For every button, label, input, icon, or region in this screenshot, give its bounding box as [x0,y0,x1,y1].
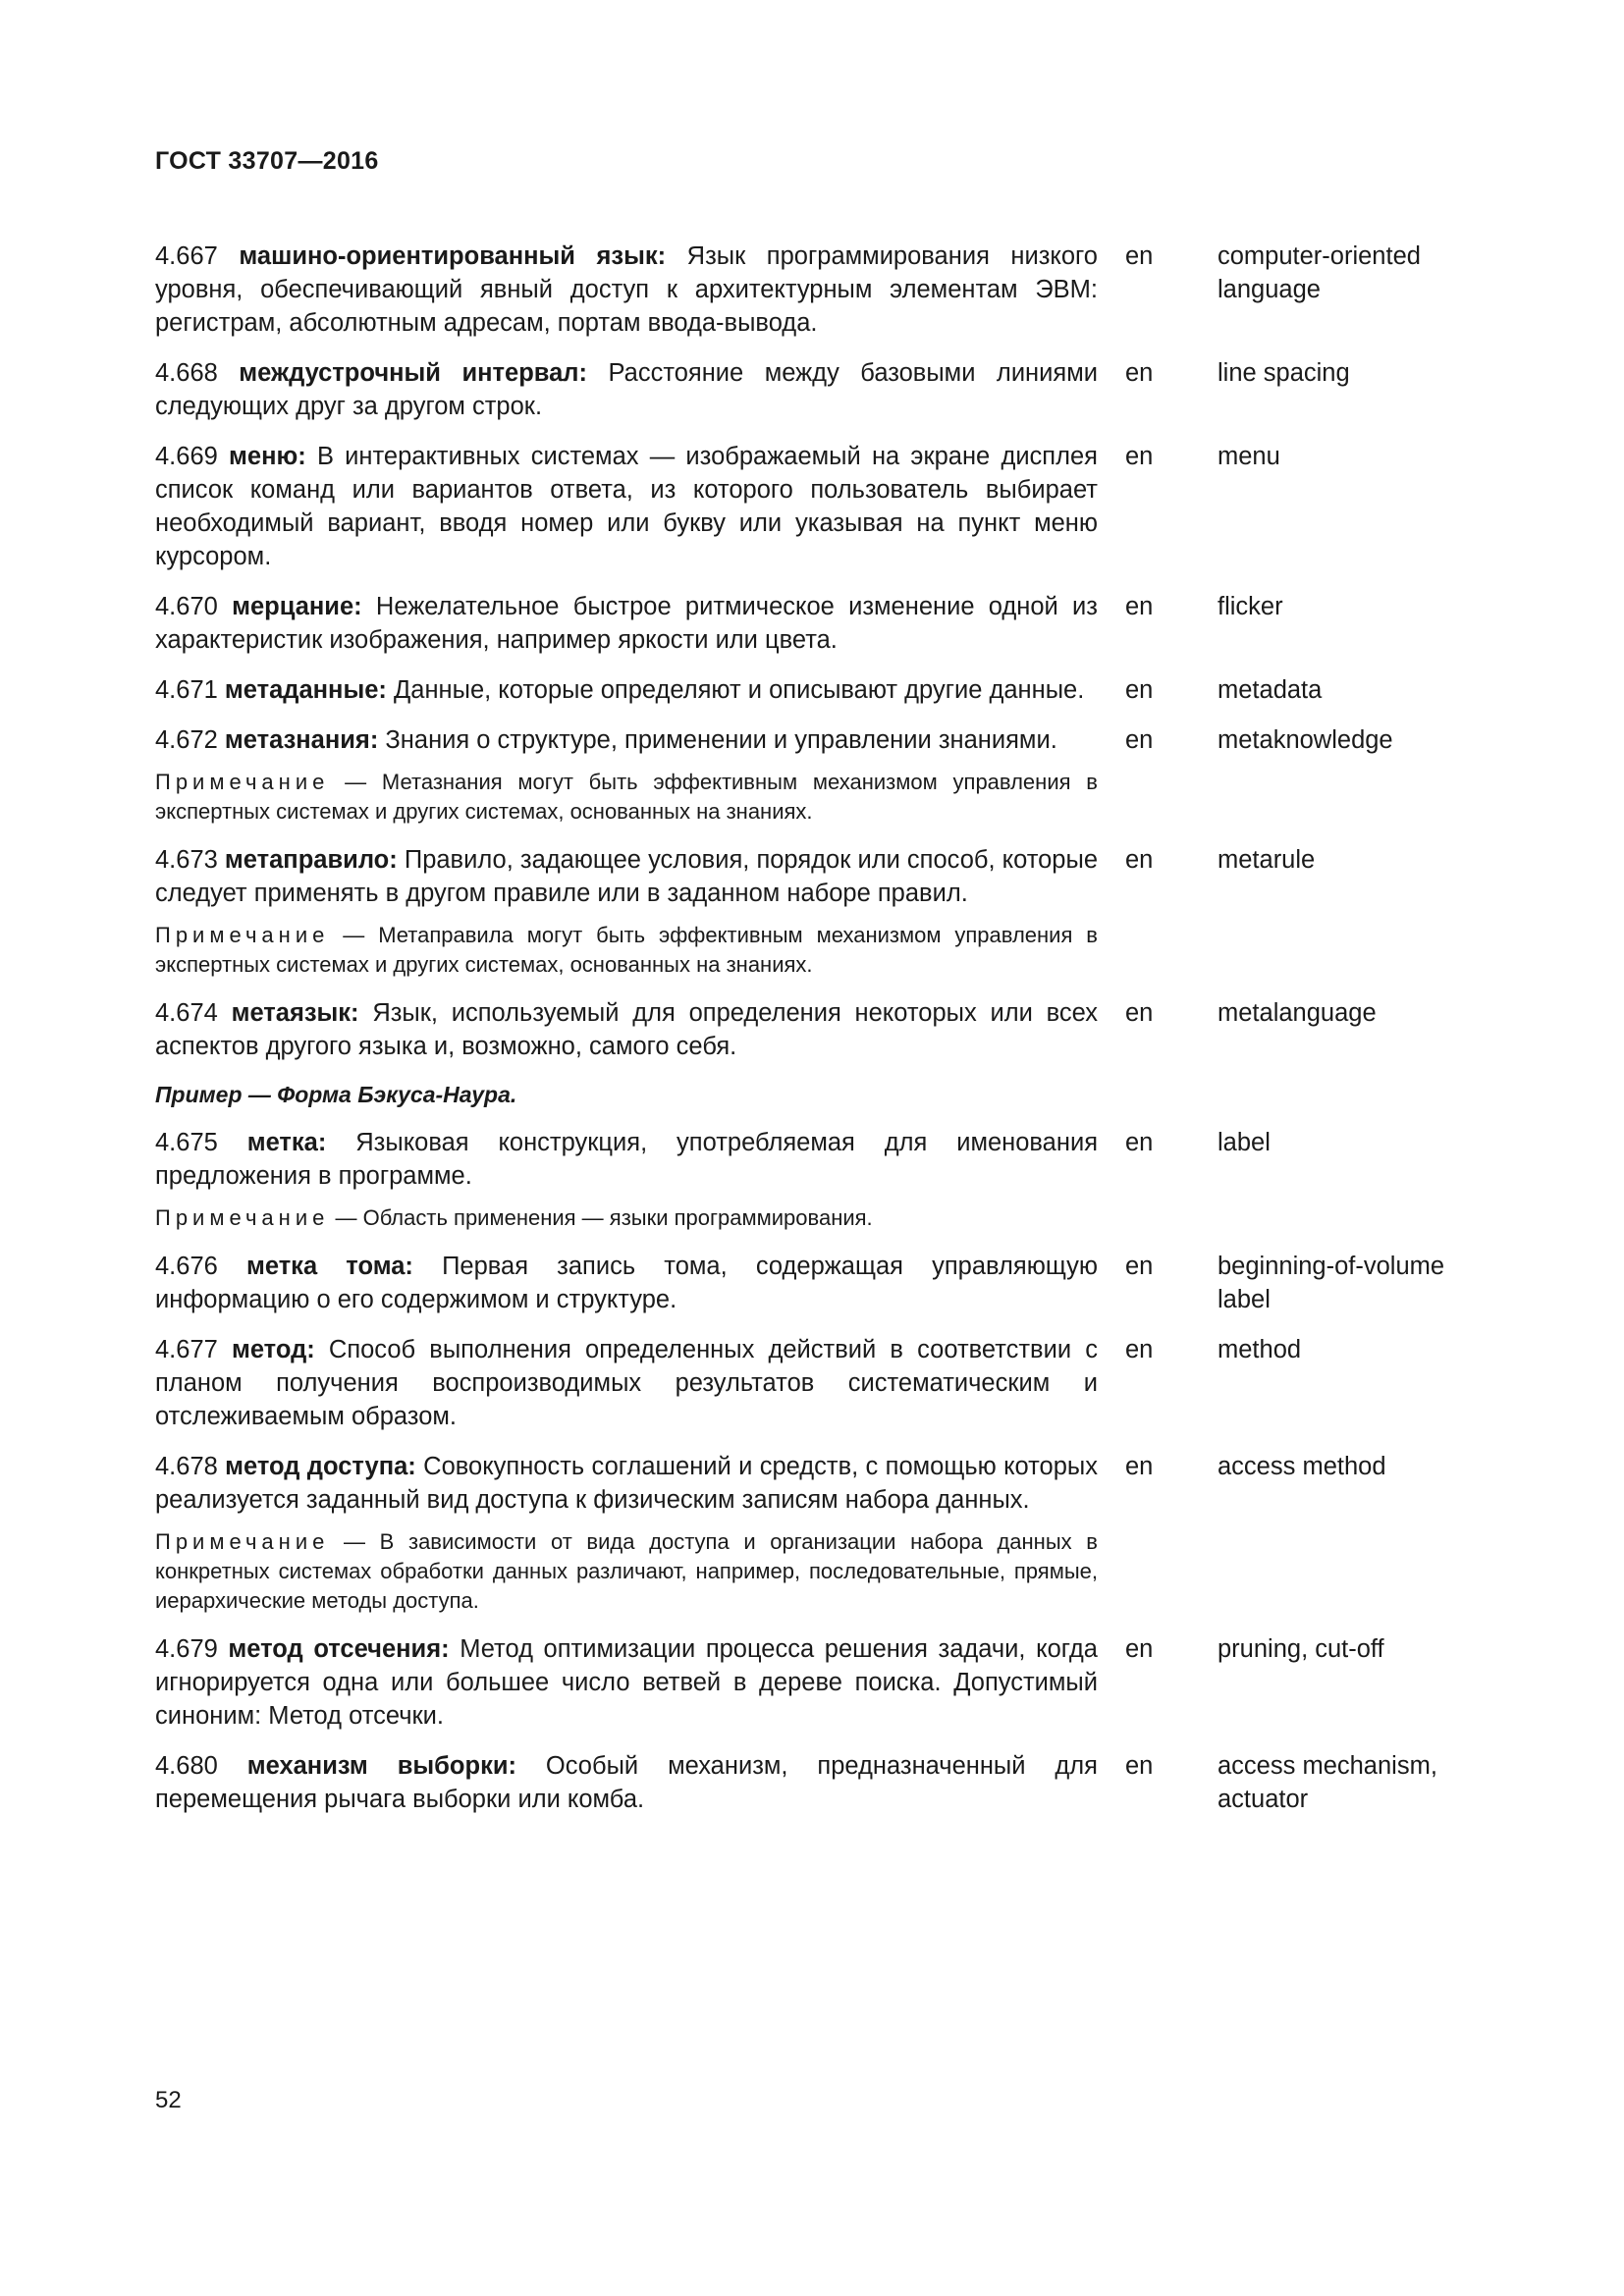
language-code: en [1125,1635,1154,1663]
term-entry [155,1126,1461,1193]
english-equivalent: access method [1218,1453,1386,1480]
definition-text: В интерактивных системах — изображаемый на экране дисплея список команд или вариантов ответа, из которого пользователь выбирает необходимый вариант, вводя номер или букву или указывая на пункт меню курсором. [155,443,1098,570]
note-text: — Метаправила могут быть эффективным механизмом управления в экспертных системах и других системах, основанных на знаниях. [155,923,1098,977]
term-definition [155,356,1098,423]
english-equivalent: metaknowledge [1218,726,1393,754]
term-number: 4.670 [155,593,218,620]
term-definition [155,1450,1098,1517]
definition-text: Метод оптимизации процесса решения задачи, когда игнорируется одна или большее число ветвей в дереве поиска. Допустимый синоним: Метод отсечки. [155,1635,1098,1730]
note-label: Примечание [155,923,330,947]
english-equivalent: metadata [1218,676,1323,704]
term-definition [155,1250,1098,1316]
english-equivalent: menu [1218,443,1280,470]
term-name: меню: [229,443,306,470]
term-entry [155,1250,1461,1316]
example: Пример — Форма Бэкуса-Наура. [155,1082,517,1107]
terms-list [155,240,1461,1833]
term-definition [155,996,1098,1063]
note-label: Примечание [155,1205,330,1230]
term-number: 4.673 [155,846,218,874]
term-number: 4.679 [155,1635,218,1663]
term-entry [155,673,1461,707]
definition-text: Язык программирования низкого уровня, обеспечивающий явный доступ к архитектурным элементам ЭВМ: регистрам, абсолютным адресам, портам ввода-вывода. [155,242,1098,337]
term-definition [155,440,1098,573]
term-name: метод: [231,1336,315,1363]
term-definition [155,673,1098,707]
term-number: 4.676 [155,1253,218,1280]
english-equivalent: line spacing [1218,359,1350,387]
term-number: 4.678 [155,1453,218,1480]
term-name: метазнания: [224,726,379,754]
note [155,1203,1098,1233]
term-definition [155,1632,1098,1733]
term-entry [155,356,1461,423]
language-code: en [1125,593,1154,620]
term-definition [155,590,1098,657]
term-number: 4.674 [155,999,218,1027]
term-entry [155,1333,1461,1433]
term-definition [155,1333,1098,1433]
english-equivalent: metalanguage [1218,999,1377,1027]
term-entry [155,440,1461,573]
term-definition [155,843,1098,910]
definition-text: Совокупность соглашений и средств, с помощью которых реализуется заданный вид доступа к физическим записям набора данных. [155,1453,1098,1514]
term-name: метаправило: [224,846,398,874]
language-code: en [1125,1453,1154,1480]
term-entry [155,996,1461,1063]
term-name: метка тома: [245,1253,413,1280]
definition-text: Языковая конструкция, употребляемая для именования предложения в программе. [155,1129,1098,1190]
english-equivalent: access mechanism, actuator [1218,1752,1437,1813]
term-name: метка: [246,1129,327,1156]
language-code: en [1125,999,1154,1027]
term-name: машино-ориентированный язык: [239,242,667,270]
language-code: en [1125,443,1154,470]
term-entry [155,1749,1461,1816]
term-name: метаданные: [224,676,387,704]
definition-text: Первая запись тома, содержащая управляющую информацию о его содержимом и структуре. [155,1253,1098,1313]
term-definition [155,723,1098,757]
language-code: en [1125,1129,1154,1156]
document-header: ГОСТ 33707—2016 [155,147,379,175]
language-code: en [1125,1253,1154,1280]
term-entry [155,723,1461,757]
language-code: en [1125,1752,1154,1780]
language-code: en [1125,846,1154,874]
english-equivalent: computer-oriented language [1218,242,1421,303]
term-number: 4.677 [155,1336,218,1363]
term-name: метод доступа: [225,1453,416,1480]
term-number: 4.667 [155,242,218,270]
term-entry [155,1450,1461,1517]
definition-text: Данные, которые определяют и описывают другие данные. [394,676,1085,704]
english-equivalent: flicker [1218,593,1283,620]
definition-text: Нежелательное быстрое ритмическое изменение одной из характеристик изображения, например яркости или цвета. [155,593,1098,654]
term-name: мерцание: [232,593,362,620]
term-entry [155,590,1461,657]
english-equivalent: pruning, cut-off [1218,1635,1384,1663]
definition-text: Знания о структуре, применении и управлении знаниями. [385,726,1057,754]
note-text: — В зависимости от вида доступа и организации набора данных в конкретных системах обработки данных различают, например, последовательные, прямые, иерархические методы доступа. [155,1529,1098,1613]
language-code: en [1125,726,1154,754]
term-number: 4.671 [155,676,218,704]
term-name: метод отсечения: [228,1635,450,1663]
term-entry [155,240,1461,340]
english-equivalent: method [1218,1336,1302,1363]
term-entry [155,843,1461,910]
definition-text: Особый механизм, предназначенный для перемещения рычага выборки или комба. [155,1752,1098,1813]
note-label: Примечание [155,770,330,794]
definition-text: Расстояние между базовыми линиями следующих друг за другом строк. [155,359,1098,420]
note-text: — Метазнания могут быть эффективным механизмом управления в экспертных системах и других системах, основанных на знаниях. [155,770,1098,824]
note [155,1527,1098,1616]
english-equivalent: metarule [1218,846,1316,874]
english-equivalent: label [1218,1129,1271,1156]
definition-text: Язык, используемый для определения некоторых или всех аспектов другого языка и, возможно, самого себя. [155,999,1098,1060]
term-entry [155,1632,1461,1733]
note-label: Примечание [155,1529,330,1554]
note-text: — Область применения — языки программирования. [335,1205,873,1230]
term-number: 4.675 [155,1129,218,1156]
term-name: междустрочный интервал: [239,359,587,387]
note [155,921,1098,980]
term-name: метаязык: [231,999,359,1027]
term-number: 4.672 [155,726,218,754]
term-definition [155,1749,1098,1816]
term-definition [155,1126,1098,1193]
term-name: механизм выборки: [246,1752,516,1780]
term-number: 4.680 [155,1752,218,1780]
definition-text: Способ выполнения определенных действий в соответствии с планом получения воспроизводимых результатов систематическим и отслеживаемым образом. [155,1336,1098,1430]
definition-text: Правило, задающее условия, порядок или способ, которые следует применять в другом правиле или в заданном наборе правил. [155,846,1098,907]
term-number: 4.669 [155,443,218,470]
term-definition [155,240,1098,340]
term-number: 4.668 [155,359,218,387]
language-code: en [1125,1336,1154,1363]
language-code: en [1125,242,1154,270]
language-code: en [1125,359,1154,387]
english-equivalent: beginning-of-volume label [1218,1253,1445,1313]
page-number: 52 [155,2087,182,2113]
note [155,768,1098,827]
language-code: en [1125,676,1154,704]
